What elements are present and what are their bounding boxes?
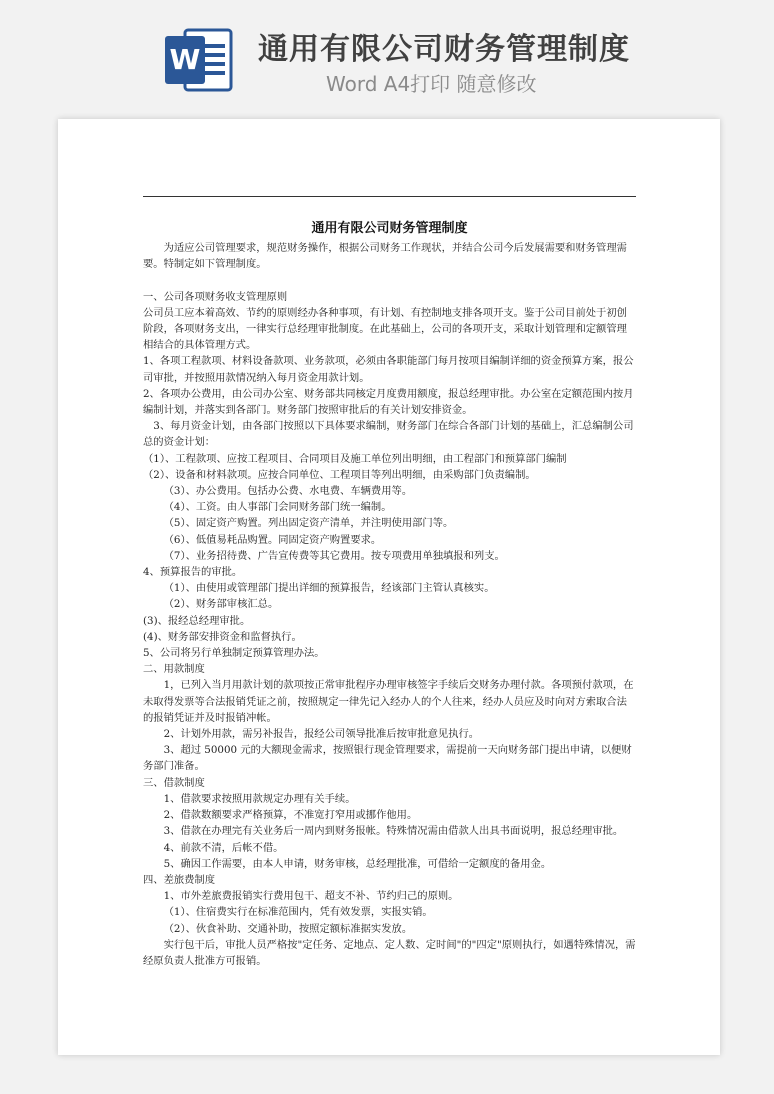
paragraph: 2、计划外用款，需另补报告，报经公司领导批准后按审批意见执行。 xyxy=(163,728,480,741)
paragraph: 为适应公司管理要求，规范财务操作，根据公司财务工作现状，并结合公司今后发展需要和财务管理需要。特制定如下管理制度。 xyxy=(143,242,627,271)
paragraph: 二、用款制度 xyxy=(143,663,205,676)
banner-title: 通用有限公司财务管理制度 xyxy=(258,32,630,67)
paragraph: (3)、报经总经理审批。 xyxy=(143,614,251,627)
paragraph: 2、各项办公费用，由公司办公室、财务部共同核定月度费用额度，报总经理审批。办公室在定额范围内按月编制计划，并落实到各部门。财务部门按照审批后的有关计划安排资金。 xyxy=(143,387,634,417)
paragraph: 3、超过 50000 元的大额现金需求，按照银行现金管理要求，需提前一天向财务部门提出申请，以便财务部门准备。 xyxy=(143,744,632,773)
paragraph: （1）、工程款项、应按工程项目、合同项目及施工单位列出明细，由工程部门和预算部门编制 xyxy=(143,452,567,465)
banner xyxy=(0,0,774,118)
paragraph: （3）、办公费用。包括办公费、水电费、车辆费用等。 xyxy=(163,485,413,498)
document-page xyxy=(58,119,720,1055)
paragraph: 4、预算报告的审批。 xyxy=(143,566,243,579)
document-title: 通用有限公司财务管理制度 xyxy=(311,221,468,236)
word-logo-icon xyxy=(163,24,235,96)
header-rule xyxy=(143,196,636,197)
paragraph: （7）、业务招待费、广告宣传费等其它费用。按专项费用单独填报和列支。 xyxy=(163,549,505,562)
paragraph: 3、借款在办理完有关业务后一周内到财务报帐。特殊情况需由借款人出具书面说明，报总经理审批。 xyxy=(163,825,624,838)
paragraph: 2、借款数额要求严格预算，不准宽打窄用或挪作他用。 xyxy=(163,809,418,822)
paragraph: （2）、伙食补助、交通补助，按照定额标准据实发放。 xyxy=(163,922,413,935)
paragraph: （6）、低值易耗品购置。同固定资产购置要求。 xyxy=(163,533,382,546)
document-body xyxy=(143,240,636,969)
paragraph: （5）、固定资产购置。列出固定资产清单，并注明使用部门等。 xyxy=(163,517,454,530)
paragraph: （2）、设备和材料款项。应按合同单位、工程项目等列出明细，由采购部门负责编制。 xyxy=(143,468,536,481)
svg-text:W: W xyxy=(169,43,201,76)
paragraph: 5、公司将另行单独制定预算管理办法。 xyxy=(143,647,325,660)
paragraph: 三、借款制度 xyxy=(143,776,205,789)
paragraph: （1）、由使用或管理部门提出详细的预算报告，经该部门主管认真核实。 xyxy=(163,582,495,595)
paragraph: 四、差旅费制度 xyxy=(143,873,216,886)
paragraph: 4、前款不清，后帐不借。 xyxy=(163,841,284,854)
paragraph: （2）、财务部审核汇总。 xyxy=(163,598,279,611)
paragraph: 3、每月资金计划，由各部门按照以下具体要求编制，财务部门在综合各部门计划的基础上，汇总编制公司总的资金计划： xyxy=(143,420,634,449)
paragraph: 1、市外差旅费报销实行费用包干、超支不补、节约归己的原则。 xyxy=(163,890,459,903)
paragraph: 一、公司各项财务收支管理原则 xyxy=(143,290,288,303)
paragraph: (4)、财务部安排资金和监督执行。 xyxy=(143,630,302,643)
paragraph: 1、各项工程款项、材料设备款项、业务款项，必须由各职能部门每月按项目编制详细的资金预算方案，报公司审批，并按照用款情况纳入每月资金用款计划。 xyxy=(143,355,634,384)
paragraph: 公司员工应本着高效、节约的原则经办各种事项，有计划、有控制地支排各项开支。鉴于公司目前处于初创阶段，各项财务支出，一律实行总经理审批制度。在此基础上，公司的各项开支，采取计划管理和定额管理相结合的具体管理方式。 xyxy=(143,306,627,352)
paragraph: 实行包干后，审批人员严格按"定任务、定地点、定人数、定时间"的"四定"原则执行，如遇特殊情况，需经原负责人批准方可报销。 xyxy=(143,938,636,967)
banner-subtitle: Word A4打印 随意修改 xyxy=(326,72,537,96)
paragraph: 1、借款要求按照用款规定办理有关手续。 xyxy=(163,792,356,805)
paragraph: 1，已列入当月用款计划的款项按正常审批程序办理审核签字手续后交财务办理付款。各项预付款项，在未取得发票等合法报销凭证之前，按照规定一律先记入经办人的个人往来，经办人员应及时向对方索取合法的报销凭证并及时报销冲帐。 xyxy=(143,679,634,724)
paragraph: （1）、住宿费实行在标准范围内，凭有效发票，实报实销。 xyxy=(163,906,433,919)
paragraph: 5、确因工作需要，由本人申请，财务审核，总经理批准，可借给一定额度的备用金。 xyxy=(163,857,552,870)
blank-line xyxy=(143,272,636,288)
paragraph: （4）、工资。由人事部门会同财务部门统一编制。 xyxy=(163,501,392,514)
